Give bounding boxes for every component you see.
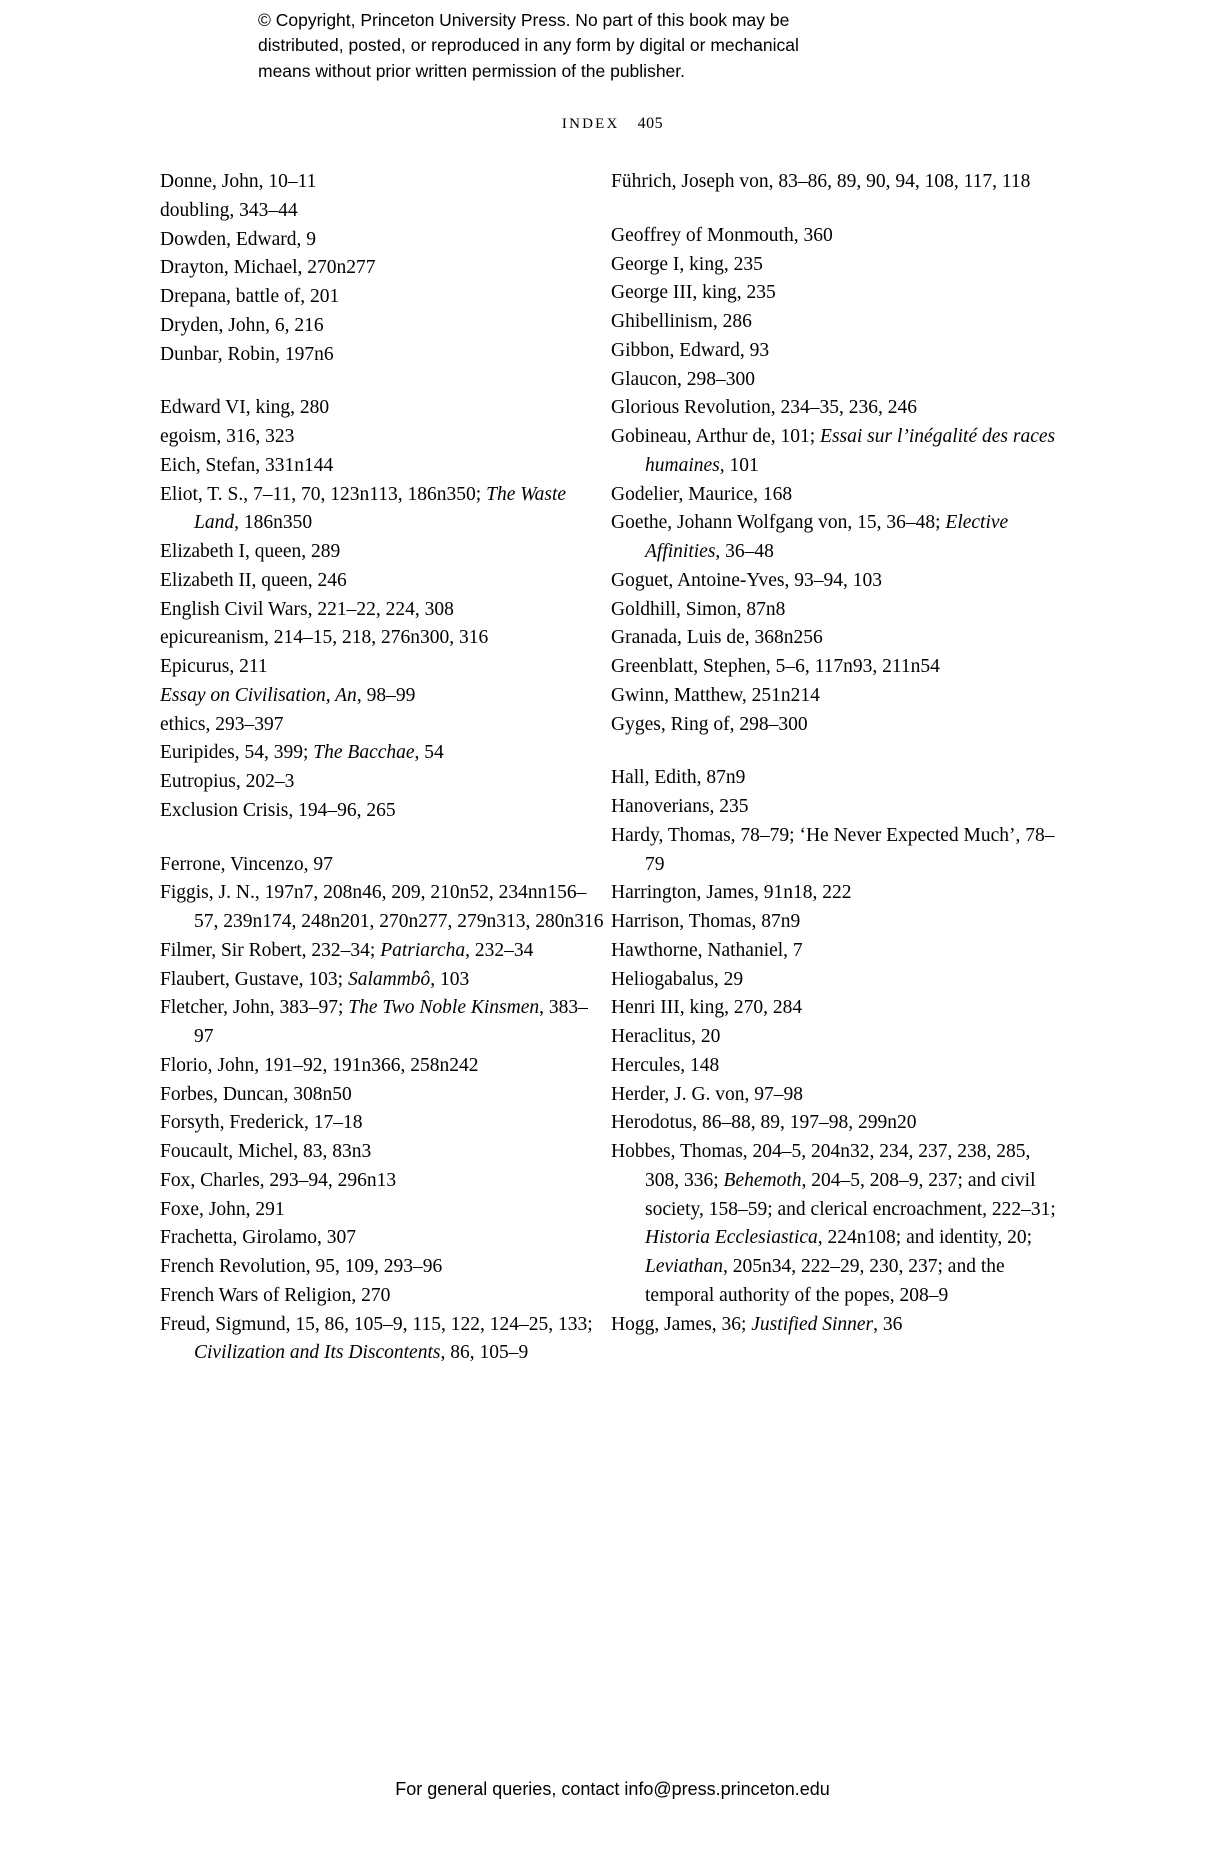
index-entry: Hercules, 148 [611, 1054, 720, 1076]
index-entry: Donne, John, 10–11 [160, 171, 317, 192]
index-entry: Frachetta, Girolamo, 307 [160, 1227, 357, 1249]
index-entry: Gyges, Ring of, 298–300 [611, 713, 808, 735]
index-entry: English Civil Wars, 221–22, 224, 308 [160, 598, 454, 620]
copyright-line-3: means without prior written permission of the publisher. [258, 60, 686, 81]
index-entry: epicureanism, 214–15, 218, 276n300, 316 [160, 627, 489, 649]
page-number: 405 [637, 115, 664, 132]
index-entry: Flaubert, Gustave, 103; Salammbô, 103 [160, 968, 470, 990]
index-entry: Edward VI, king, 280 [160, 397, 330, 419]
index-entry: egoism, 316, 323 [160, 426, 295, 447]
index-entry: French Revolution, 95, 109, 293–96 [160, 1256, 443, 1277]
index-entry: Harrington, James, 91n18, 222 [611, 882, 852, 904]
index-entry: Glorious Revolution, 234–35, 236, 246 [611, 397, 918, 419]
index-columns [0, 168, 1225, 1368]
index-entry: Dryden, John, 6, 216 [160, 314, 324, 336]
index-entry: Goldhill, Simon, 87n8 [611, 598, 786, 620]
running-head-label: INDEX [561, 116, 620, 132]
index-entry: Freud, Sigmund, 15, 86, 105–9, 115, 122, 124–25, 133; Civilization and Its Discontents, 86, 105–9 [160, 1313, 593, 1364]
index-column-left [160, 168, 605, 1368]
index-entry: Florio, John, 191–92, 191n366, 258n242 [160, 1054, 479, 1076]
index-entry: Eutropius, 202–3 [160, 771, 295, 792]
index-entry: Henri III, king, 270, 284 [611, 997, 803, 1019]
index-entry: Foxe, John, 291 [160, 1198, 285, 1220]
index-entry: Glaucon, 298–300 [611, 368, 756, 390]
index-entry: George I, king, 235 [611, 253, 763, 275]
index-entry: Figgis, J. N., 197n7, 208n46, 209, 210n52, 234nn156–57, 239n174, 248n201, 270n277, 279n313, 280n316 [160, 882, 604, 932]
index-entry: ethics, 293–397 [160, 713, 284, 735]
index-entry: Gobineau, Arthur de, 101; Essai sur l’inégalité des races humaines, 101 [611, 426, 1056, 476]
index-entry: Ghibellinism, 286 [611, 311, 752, 332]
index-entry: Fox, Charles, 293–94, 296n13 [160, 1169, 397, 1191]
index-entry: Gibbon, Edward, 93 [611, 339, 770, 361]
page-footer: For general queries, contact info@press.princeton.edu [395, 1779, 830, 1799]
index-entry: Heraclitus, 20 [611, 1026, 721, 1047]
index-entry: Elizabeth II, queen, 246 [160, 569, 347, 591]
letter-group-gap [160, 369, 605, 394]
index-entry: Filmer, Sir Robert, 232–34; Patriarcha, 232–34 [160, 939, 534, 961]
index-entry: Fletcher, John, 383–97; The Two Noble Kinsmen, 383–97 [160, 997, 588, 1047]
index-entry: Harrison, Thomas, 87n9 [611, 911, 801, 932]
index-entry: Exclusion Crisis, 194–96, 265 [160, 799, 396, 821]
index-entry: Gwinn, Matthew, 251n214 [611, 684, 820, 706]
letter-group-gap [611, 739, 1056, 764]
index-entry: Hogg, James, 36; Justified Sinner, 36 [611, 1313, 903, 1335]
index-entry: Euripides, 54, 399; The Bacchae, 54 [160, 742, 444, 764]
index-entry: Hobbes, Thomas, 204–5, 204n32, 234, 237, 238, 285, 308, 336; Behemoth, 204–5, 208–9, 237; and civil society, 158–59; and clerical encroachment, 222–31; Historia Ecclesiastica, 224n108; and identity, 20; Leviathan, 205n34, 222–29, 230, 237; and the temporal authority of the popes, 208–9 [611, 1141, 1056, 1306]
index-entry: French Wars of Religion, 270 [160, 1284, 391, 1306]
index-entry: Eliot, T. S., 7–11, 70, 123n113, 186n350; The Waste Land, 186n350 [160, 483, 567, 534]
index-entry: Hardy, Thomas, 78–79; ‘He Never Expected Much’, 78–79 [611, 824, 1055, 875]
index-entry: Goguet, Antoine-Yves, 93–94, 103 [611, 569, 883, 591]
letter-group-gap [611, 197, 1056, 222]
index-column-right [611, 168, 1056, 1368]
letter-group-gap [160, 826, 605, 851]
index-entry: Hall, Edith, 87n9 [611, 767, 746, 789]
copyright-notice [258, 8, 958, 84]
index-entry: Dowden, Edward, 9 [160, 228, 316, 250]
index-entry: Hanoverians, 235 [611, 796, 749, 817]
index-entry: Heliogabalus, 29 [611, 968, 744, 990]
index-entry: Drayton, Michael, 270n277 [160, 257, 376, 279]
index-entry: Essay on Civilisation, An, 98–99 [160, 684, 416, 706]
index-entry: doubling, 343–44 [160, 199, 298, 221]
index-entry: Drepana, battle of, 201 [160, 286, 340, 307]
index-entry: Ferrone, Vincenzo, 97 [160, 853, 333, 875]
index-entry: Forsyth, Frederick, 17–18 [160, 1112, 363, 1134]
index-entry: Goethe, Johann Wolfgang von, 15, 36–48; Elective Affinities, 36–48 [611, 512, 1009, 562]
index-entry: Eich, Stefan, 331n144 [160, 454, 334, 476]
index-entry: Herodotus, 86–88, 89, 197–98, 299n20 [611, 1112, 917, 1134]
index-entry: Herder, J. G. von, 97–98 [611, 1083, 804, 1105]
index-entry: Forbes, Duncan, 308n50 [160, 1083, 352, 1105]
index-entry: Godelier, Maurice, 168 [611, 483, 793, 505]
copyright-line-2: distributed, posted, or reproduced in any form by digital or mechanical [258, 35, 799, 56]
index-entry: Granada, Luis de, 368n256 [611, 627, 823, 649]
index-entry: Führich, Joseph von, 83–86, 89, 90, 94, 108, 117, 118 [611, 171, 1031, 192]
index-entry: Geoffrey of Monmouth, 360 [611, 224, 833, 246]
index-entry: Elizabeth I, queen, 289 [160, 541, 341, 562]
running-head [0, 115, 1225, 133]
index-entry: Hawthorne, Nathaniel, 7 [611, 939, 803, 961]
copyright-line-1: © Copyright, Princeton University Press. No part of this book may be [258, 10, 790, 30]
index-entry: Greenblatt, Stephen, 5–6, 117n93, 211n54 [611, 656, 940, 677]
index-entry: Dunbar, Robin, 197n6 [160, 343, 334, 365]
index-entry: George III, king, 235 [611, 282, 776, 304]
index-entry: Foucault, Michel, 83, 83n3 [160, 1141, 372, 1162]
index-entry: Epicurus, 211 [160, 656, 268, 677]
